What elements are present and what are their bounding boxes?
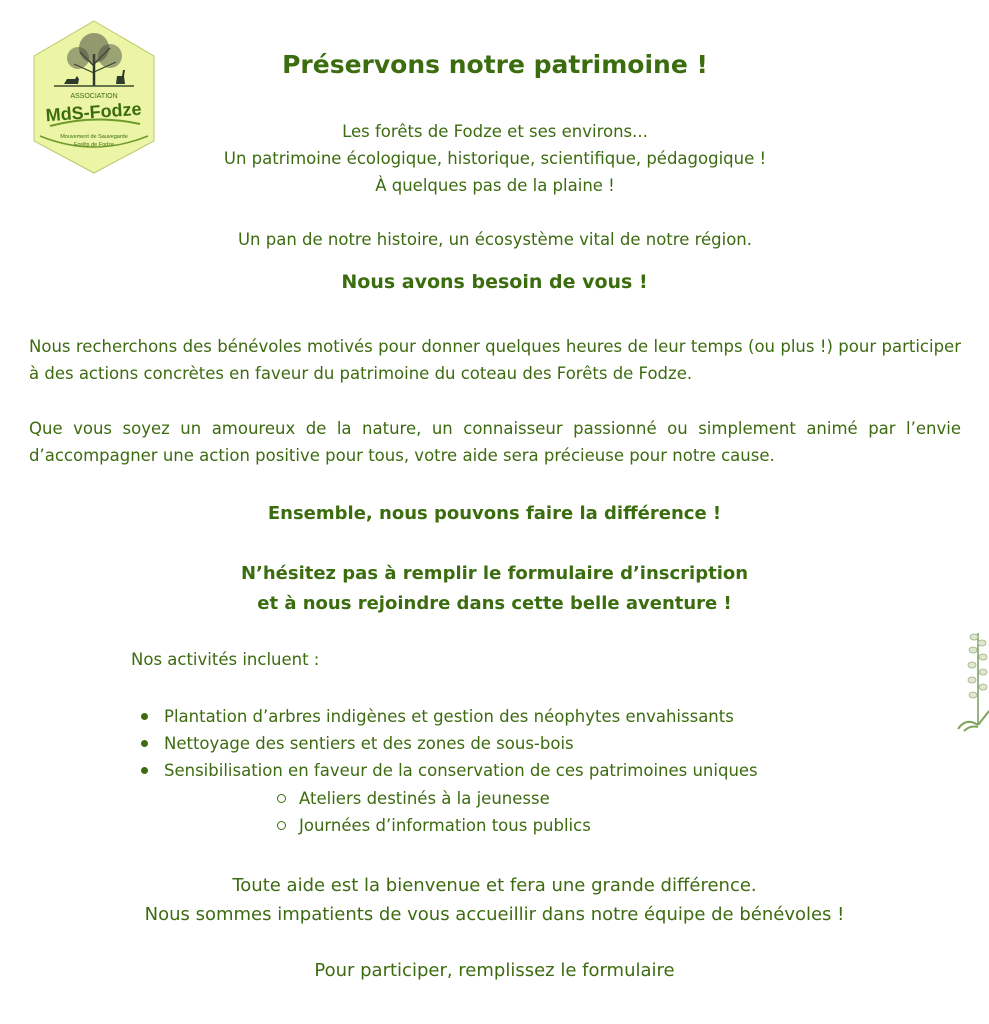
logo-association-text: ASSOCIATION: [70, 93, 118, 100]
activities-sublist: [275, 785, 591, 839]
orchid-icon: [956, 625, 989, 735]
intro-line: Les forêts de Fodze et ses environs...: [342, 122, 648, 141]
paragraph-volunteers: Nous recherchons des bénévoles motivés pour donner quelques heures de leur temps (ou plus !) pour participer à des actions concrètes en faveur du patrimoine du coteau des Forêts de Fodze.: [29, 337, 961, 383]
intro-block: [120, 118, 870, 253]
together-heading: Ensemble, nous pouvons faire la différence !: [267, 503, 722, 524]
list-item: Plantation d’arbres indigènes et gestion des néophytes envahissants: [138, 703, 758, 730]
cta-line: et à nous rejoindre dans cette belle aventure !: [257, 593, 732, 614]
logo-name-text: MdS-Fodze: [45, 98, 143, 126]
sub-list-item: Ateliers destinés à la jeunesse: [275, 785, 591, 812]
list-item: Nettoyage des sentiers et des zones de sous-bois: [138, 730, 758, 757]
logo-subtitle-2: Forêts de Fodze: [73, 142, 115, 148]
intro-line: À quelques pas de la plaine !: [375, 176, 615, 195]
logo-subtitle-1: Mouvement de Sauvegarde: [60, 134, 128, 140]
activities-title: Nos activités incluent :: [131, 650, 320, 669]
closing-line: Nous sommes impatients de vous accueillir dans notre équipe de bénévoles !: [144, 904, 845, 925]
list-item: Sensibilisation en faveur de la conservation de ces patrimoines uniques: [138, 757, 758, 784]
cta-block: [0, 559, 989, 619]
page-title: Préservons notre patrimoine !: [282, 50, 708, 79]
paragraph-nature-lovers: Que vous soyez un amoureux de la nature, un connaisseur passionné ou simplement animé par l’envie d’accompagner une action positive pour tous, votre aide sera précieuse pour notre cause.: [29, 419, 961, 465]
closing-block: [0, 871, 989, 929]
cta-line: N’hésitez pas à remplir le formulaire d’inscription: [240, 563, 749, 584]
activities-list: [138, 703, 758, 784]
final-call-to-action: Pour participer, remplissez le formulaire: [314, 960, 675, 981]
sub-list-item: Journées d’information tous publics: [275, 812, 591, 839]
intro-line: Un patrimoine écologique, historique, scientifique, pédagogique !: [223, 149, 767, 168]
need-heading: Nous avons besoin de vous !: [341, 271, 648, 293]
closing-line: Toute aide est la bienvenue et fera une grande différence.: [232, 875, 757, 896]
intro-line: Un pan de notre histoire, un écosystème vital de notre région.: [237, 230, 753, 249]
